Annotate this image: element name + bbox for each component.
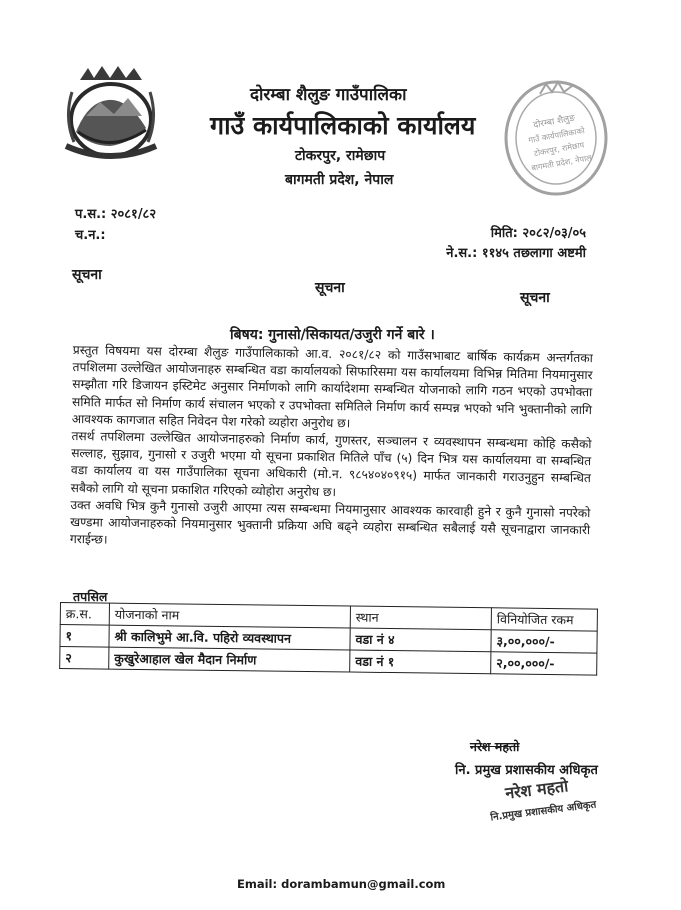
cell-sn: २ <box>60 647 109 670</box>
cell-amount: ३,००,०००/- <box>491 630 597 653</box>
seal-text-4: बागमती प्रदेश, नेपाल <box>530 153 593 173</box>
cell-sn: १ <box>60 625 109 648</box>
address-line: टोकरपुर, रामेछाप <box>295 148 386 164</box>
footer-email: Email: dorambamun@gmail.com <box>237 877 446 891</box>
office-name: गाउँ कार्यपालिकाको कार्यालय <box>210 111 476 140</box>
nepal-emblem-logo <box>58 62 164 172</box>
body-paragraph-1: प्रस्तुत विषयमा यस दोरम्बा शैलुङ गाउँपालिकाको आ.व. २०८१/८२ को गाउँसभाबाट बार्षिक कार्यक्रम अन्तर्गतका तपशिलमा उल्लेखित आयोजनाहरु सम्बन्धित वडा कार्यालयको सिफारिसमा यस कार्यालयमा विभिन्न मितिमा नियमानुसार सम्झौता गरि डिजायन इस्टिमेट अनुसार निर्माणको लागि कार्यादेशमा सम्बन्धित योजनाको लागि गठन भएको उपभोक्ता समिति मार्फत सो निर्माण कार्य संचालन भएको र उपभोक्ता समितिले निर्माण कार्य सम्पन्न भएको भनि भुक्तानीको लागि आवश्यक कागजात सहित निवेदन पेश गरेको व्यहोरा अनुरोध छ। <box>71 342 593 431</box>
col-header-project-name: योजनाको नाम <box>109 603 350 628</box>
patra-sankhya: प.स.: २०८१/८२ <box>75 207 157 222</box>
date-line: मिति: २०८२/०३/०५ <box>490 226 586 241</box>
body-paragraph-2: तसर्थ तपशिलमा उल्लेखित आयोजनाहरुको निर्माण कार्य, गुणस्तर, सञ्चालन र व्यवस्थापन सम्बन्धमा कोहि कसैको सल्लाह, सुझाव, गुनासो र उजुरी भएमा यो सूचना प्रकाशित मितिले पाँच (५) दिन भित्र यस कार्यालयमा वा सम्बन्धित वडा कार्यालय वा यस गाउँपालिका सूचना अधिकारी (मो.न. ९८५४०४०९१५) मार्फत जानकारी गराउनुहुन सम्बन्धित सबैको लागि यो सूचना प्रकाशित गरिएको व्योहोरा अनुरोध छ। <box>70 429 592 499</box>
cell-location: वडा नं १ <box>350 650 491 674</box>
province-line: बागमती प्रदेश, नेपाल <box>285 172 394 188</box>
notice-body <box>70 342 593 557</box>
notice-heading-center: सूचना <box>315 280 345 296</box>
municipality-name: दोरम्बा शैलुङ गाउँपालिका <box>250 85 407 105</box>
col-header-location: स्थान <box>350 606 491 630</box>
col-header-sn: क्र.स. <box>60 603 109 626</box>
project-table <box>59 602 598 676</box>
cell-project-name: श्री कालिभुमे आ.वि. पहिरो व्यवस्थापन <box>109 625 350 650</box>
subject-line: बिषय: गुनासो/सिकायत/उजुरी गर्ने बारे । <box>230 327 435 343</box>
cell-amount: २,००,०००/- <box>491 652 597 675</box>
tapasil-label: तपसिल <box>73 589 108 604</box>
chalani-number: च.न.: <box>75 228 106 243</box>
body-paragraph-3: उक्त अवधि भित्र कुनै गुनासो उजुरी आएमा त्यस सम्बन्धमा नियमानुसार आवश्यक कारवाही हुने र कुनै गुनासो नपरेको खण्डमा आयोजनाहरुको नियमानुसार भुक्तानी प्रक्रिया अघि बढ्ने व्यहोरा सम्बन्धित सबैलाई यसै सूचनाद्वारा जानकारी गराईन्छ। <box>69 497 591 547</box>
col-header-amount: विनियोजित रकम <box>491 608 597 631</box>
signature-stamp-title: नि.प्रमुख प्रशासकीय अधिकृत <box>489 799 597 824</box>
notice-heading-left: सूचना <box>72 267 102 283</box>
signature-stamp-name: नरेश महतो <box>504 776 570 803</box>
notice-heading-right: सूचना <box>520 290 550 306</box>
signatory-name: नरेश महतो <box>470 739 520 754</box>
cell-project-name: कुखुरेआहाल खेल मैदान निर्माण <box>109 647 350 672</box>
cell-location: वडा नं ४ <box>350 628 491 652</box>
seal-text-1: दोरम्बा शैलुङ <box>532 113 576 131</box>
seal-text-2: गाउँ कार्यपालिकाको <box>527 126 586 145</box>
nepal-sambat-line: ने.स.: ११४५ तछलागा अष्टमी <box>446 246 586 261</box>
signatory-title: नि. प्रमुख प्रशासकीय अधिकृत <box>455 763 598 778</box>
seal-text-3: टोकरपुर, रामेछाप <box>533 140 585 159</box>
office-seal-stamp <box>500 72 612 200</box>
